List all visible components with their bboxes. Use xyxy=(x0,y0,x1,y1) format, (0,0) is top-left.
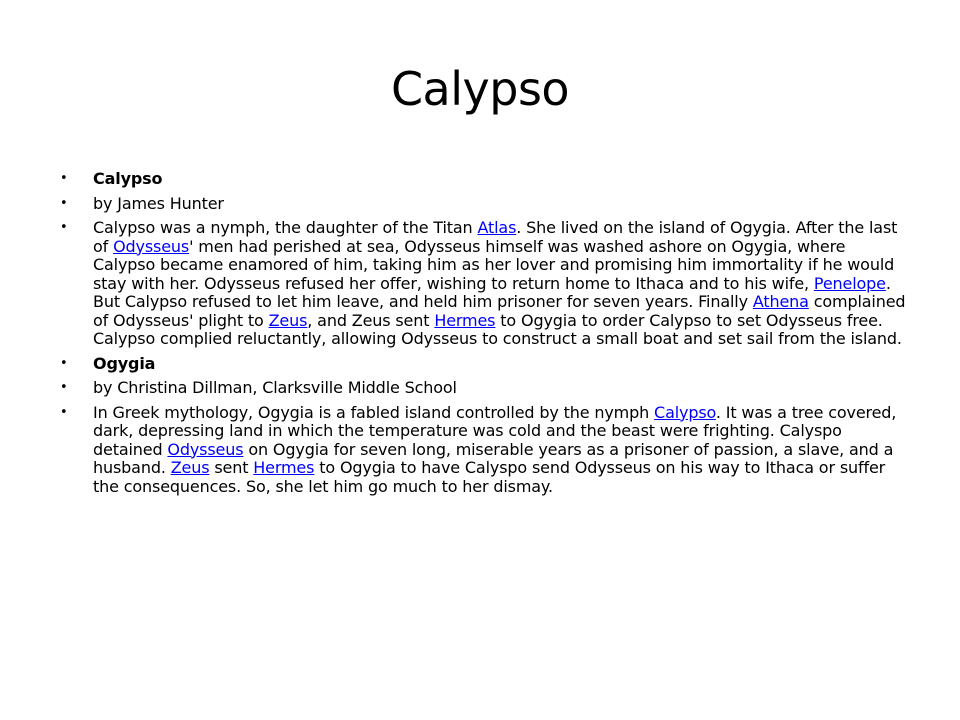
author-line: by Christina Dillman, Clarksville Middle School xyxy=(93,378,457,397)
link-athena[interactable]: Athena xyxy=(752,292,809,311)
link-odysseus[interactable]: Odysseus xyxy=(113,236,190,256)
link-zeus[interactable]: Zeus xyxy=(268,310,308,330)
text-run: ' men had perished at sea, Odysseus himself was washed ashore on Ogygia, where Calypso became enamored of him, taking him as her lover and promising him immortality if he would stay with her. Odysseus refused her offer, wishing to return home to Ithaca and to his wife, xyxy=(93,236,895,293)
slide-content xyxy=(60,170,910,502)
bullet-item-calypso-body xyxy=(60,219,910,349)
bullet-icon: • xyxy=(60,220,68,235)
body-paragraph xyxy=(93,218,905,348)
link-hermes[interactable]: Hermes xyxy=(434,310,496,330)
link-odysseus[interactable]: Odysseus xyxy=(167,439,244,459)
text-run: Calypso was a nymph, the daughter of the Titan xyxy=(93,218,478,237)
bullet-item-author xyxy=(60,195,910,214)
bullet-icon: • xyxy=(60,171,68,186)
slide-title: Calypso xyxy=(390,62,570,116)
link-hermes[interactable]: Hermes xyxy=(253,458,315,477)
section-heading: Calypso xyxy=(93,169,163,188)
text-run: . It was a tree covered, dark, depressing land in which the temperature was cold and the beast were frighting. Calyspo detained xyxy=(93,402,897,459)
text-run: In Greek mythology, Ogygia is a fabled island controlled by the nymph xyxy=(93,402,655,422)
bullet-item-ogygia-body xyxy=(60,404,910,497)
link-atlas[interactable]: Atlas xyxy=(477,218,517,237)
text-run: to Ogygia to order Calypso to set Odysseus free. Calypso complied reluctantly, allowing Odysseus to construct a small boat and set sail from the island. xyxy=(93,310,902,348)
bullet-icon: • xyxy=(60,404,68,420)
body-paragraph xyxy=(93,403,896,496)
author-line: by James Hunter xyxy=(93,193,224,213)
text-run: to Ogygia to have Calyspo send Odysseus on his way to Ithaca or suffer the consequences. So, she let him go much to her dismay. xyxy=(93,458,886,496)
bullet-icon: • xyxy=(60,195,68,211)
text-run: on Ogygia for seven long, miserable years as a prisoner of passion, a slave, and a husband. xyxy=(93,439,894,477)
bullet-icon: • xyxy=(60,380,68,395)
text-run: . She lived on the island of Ogygia. After the last of xyxy=(93,218,898,256)
section-heading: Ogygia xyxy=(93,353,156,373)
link-calypso[interactable]: Calypso xyxy=(654,402,716,422)
text-run: complained of Odysseus' plight to xyxy=(93,292,906,330)
text-run: , and Zeus sent xyxy=(307,310,435,330)
link-penelope[interactable]: Penelope xyxy=(813,273,886,293)
text-run: . But Calypso refused to let him leave, and held him prisoner for seven years. Finally xyxy=(93,273,891,311)
bullet-item-calypso-heading xyxy=(60,170,910,189)
bullet-item-author xyxy=(60,379,910,398)
bullet-icon: • xyxy=(60,355,68,371)
text-run: sent xyxy=(209,458,254,477)
link-zeus[interactable]: Zeus xyxy=(170,458,210,477)
bullet-item-ogygia-heading xyxy=(60,355,910,374)
